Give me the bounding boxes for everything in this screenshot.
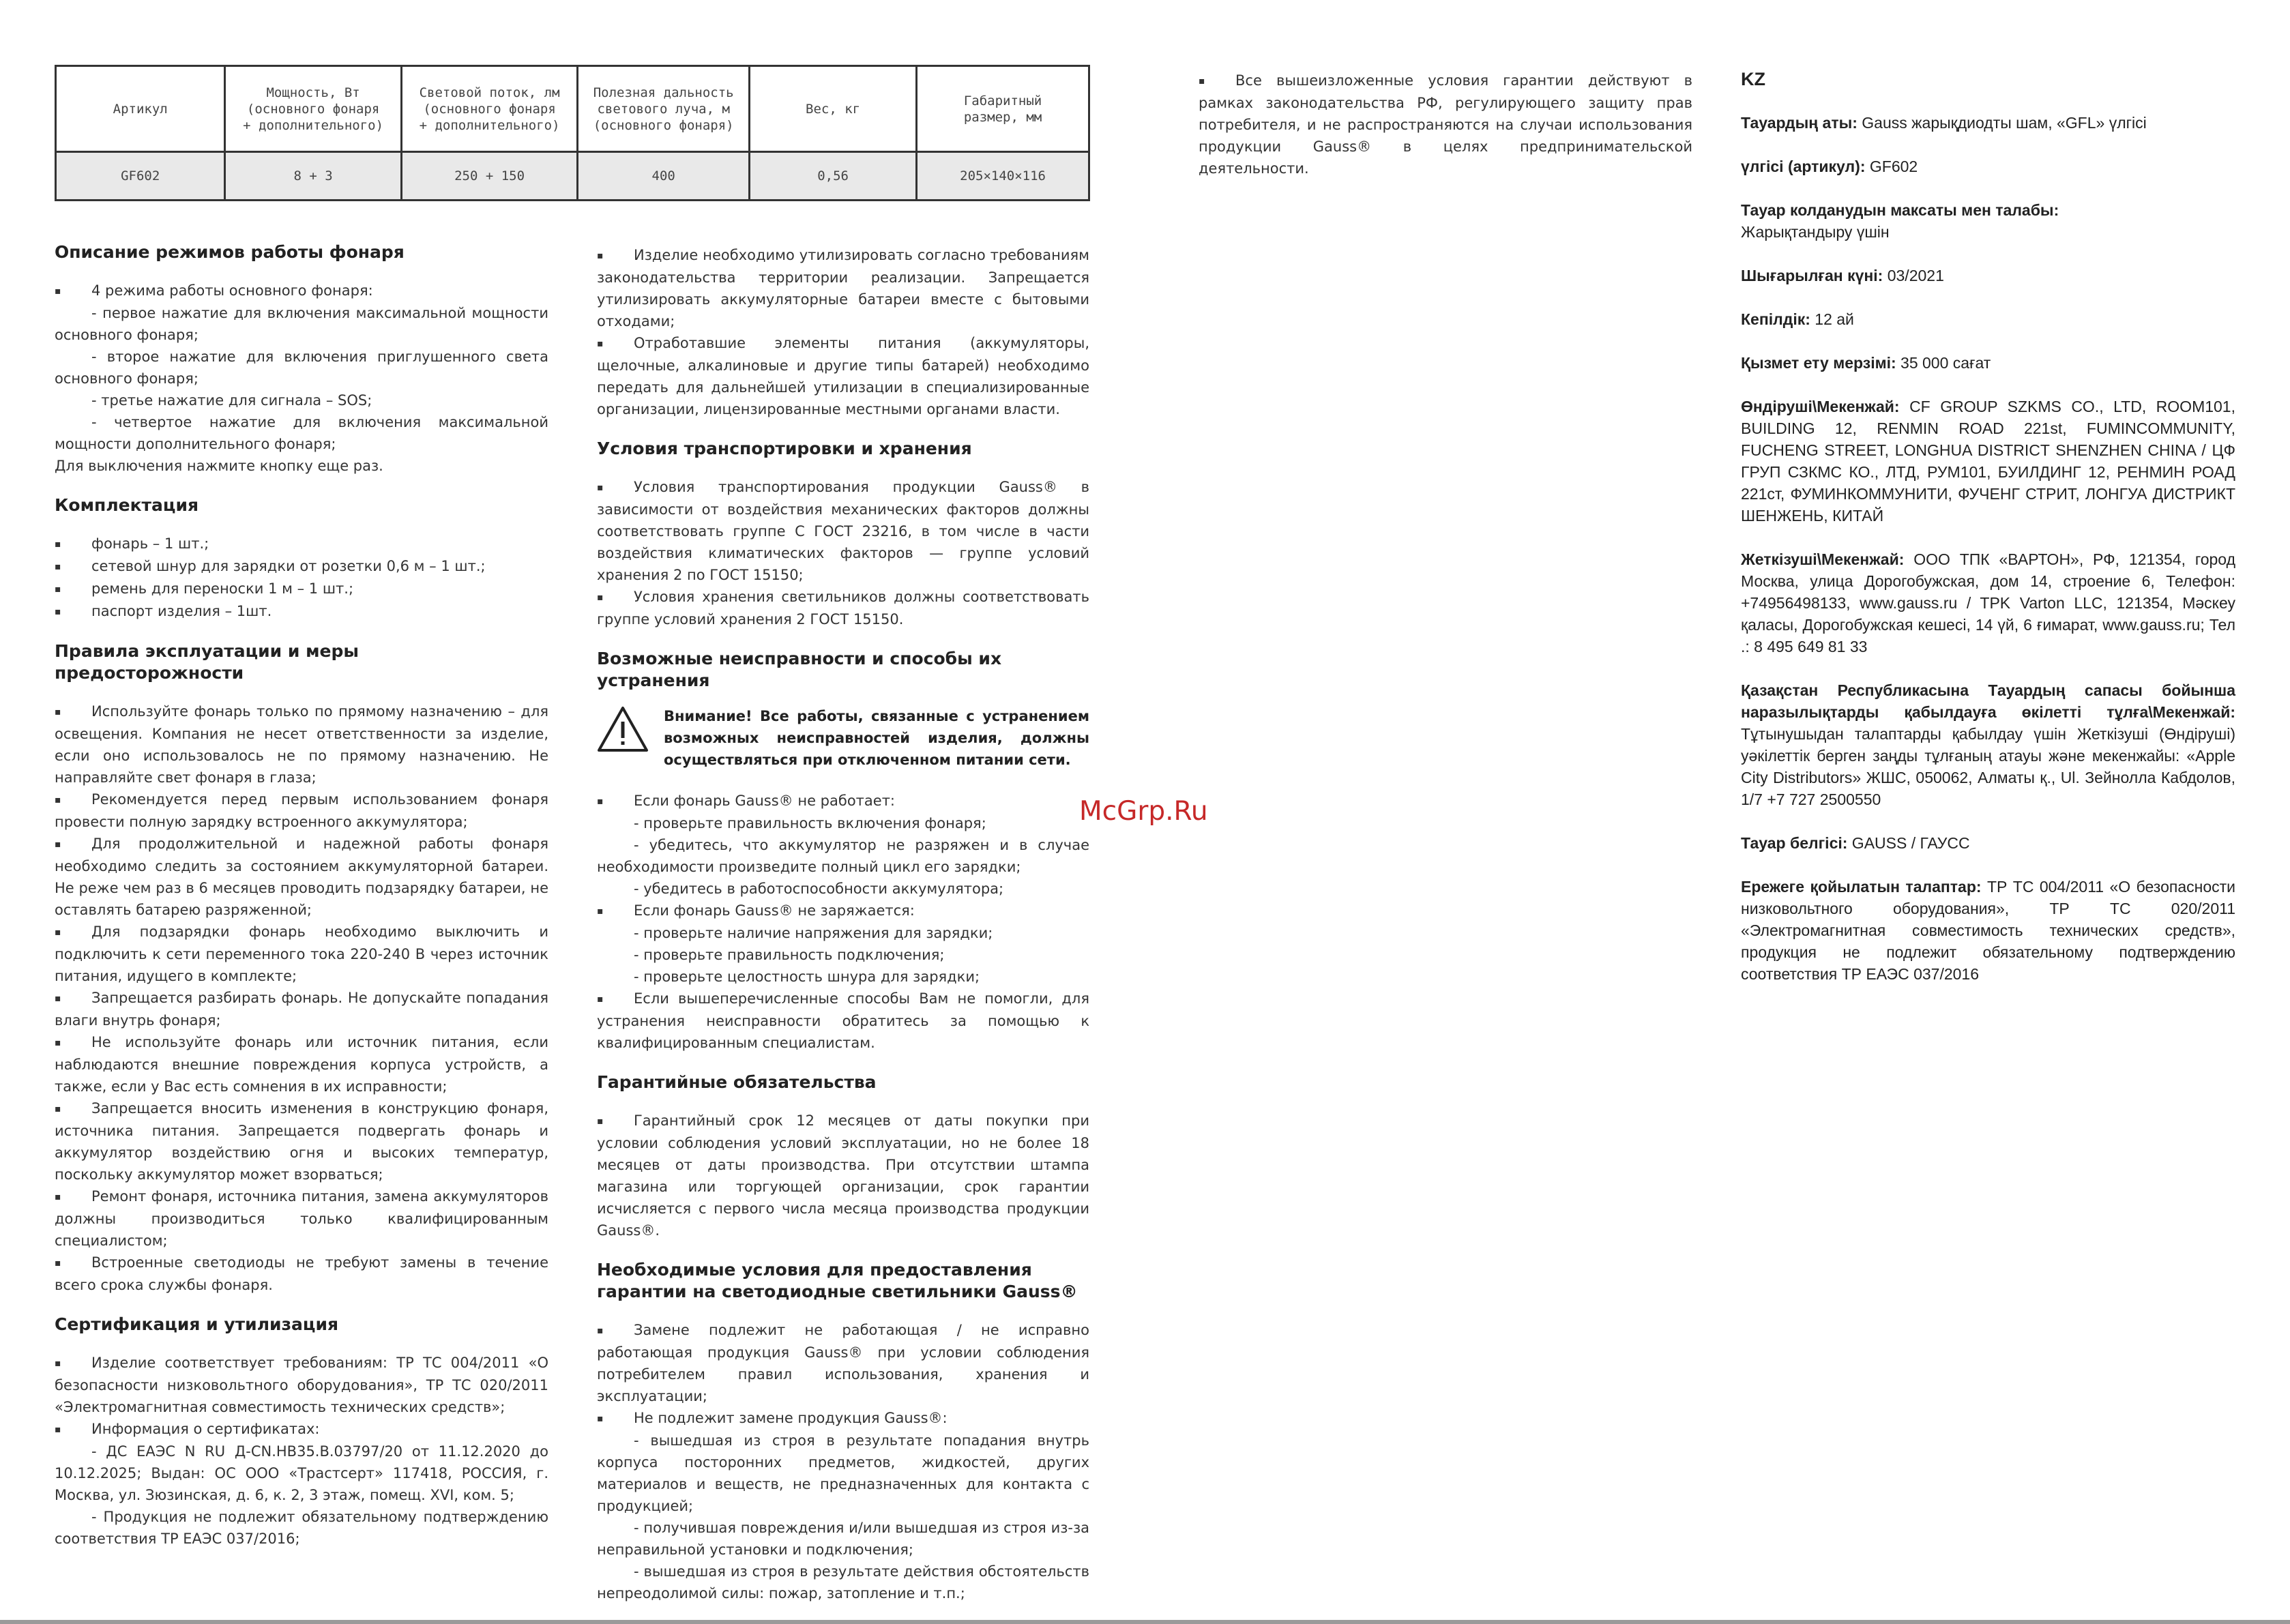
paragraph: Для выключения нажмите кнопку еще раз. <box>55 458 383 474</box>
list-subitem: - вышедшая из строя в результате действия обстоятельств непреодолимой силы: пожар, затопление и т.п.; <box>597 1563 1089 1601</box>
kz-block <box>1741 679 2235 810</box>
list-subitem: - четвертое нажатие для включения максимальной мощности дополнительного фонаря; <box>55 414 548 452</box>
kz-value: Gauss жарықдиодты шам, «GFL» үлгісі <box>1857 114 2147 132</box>
list-item: ▪ Если фонарь Gauss® не работает: <box>597 790 1089 812</box>
kz-value: GF602 <box>1865 158 1918 175</box>
section-title: Необходимые условия для предоставления гарантии на светодиодные светильники Gauss® <box>597 1260 1078 1301</box>
section-kit <box>55 494 548 623</box>
list-item: ▪ Условия хранения светильников должны соответствовать группе условий хранения 2 ГОСТ 15150. <box>597 586 1089 630</box>
list-subitem: - проверьте целостность шнура для зарядки; <box>634 969 980 985</box>
kz-label: Тауар белгісі: <box>1741 834 1848 852</box>
list-item: ▪ паспорт изделия – 1шт. <box>55 600 548 623</box>
list-subitem: - получившая повреждения и/или вышедшая из строя из-за неправильной установки и подключения; <box>597 1520 1089 1558</box>
kz-label: Тауардың аты: <box>1741 114 1858 132</box>
kz-value: 12 ай <box>1810 310 1854 328</box>
column-kz <box>1741 68 2235 1007</box>
section-certification <box>55 1314 548 1550</box>
kz-value: Жарықтандыру үшін <box>1741 223 1890 241</box>
warning-icon <box>597 705 649 753</box>
spec-table <box>55 65 1090 201</box>
list-item: ▪ Встроенные светодиоды не требуют замены в течение всего срока службы фонаря. <box>55 1252 548 1296</box>
header-article: Артикул <box>56 66 225 152</box>
header-weight: Вес, кг <box>750 66 917 152</box>
kz-value: 03/2021 <box>1883 267 1944 284</box>
list-item: ▪ Условия транспортирования продукции Gauss® в зависимости от воздействия механических факторов должны соответствовать группе С ГОСТ 23216, в том числе в части воздействия климатических факторов — группе условий хранения 2 по ГОСТ 15150; <box>597 476 1089 586</box>
section-title: Описание режимов работы фонаря <box>55 242 405 262</box>
list-item: ▪ ремень для переноски 1 м – 1 шт.; <box>55 578 548 600</box>
cell-flux: 250 + 150 <box>401 152 577 201</box>
kz-value: 35 000 сағат <box>1896 354 1991 372</box>
list-subitem: - убедитесь в работоспособности аккумулятора; <box>634 881 1004 897</box>
watermark: McGrp.Ru <box>1079 796 1208 827</box>
list-subitem: - ДС ЕАЭС N RU Д-CN.НВ35.В.03797/20 от 11.12.2020 до 10.12.2025; Выдан: ОС ООО «Трастсерт» 117418, РОССИЯ, г. Москва, ул. Зюзинская, д. 6, к. 2, 3 этаж, помещ. XVI, ком. 5; <box>55 1443 548 1503</box>
kz-block <box>1741 832 2235 854</box>
list-item: ▪ Изделие необходимо утилизировать согласно требованиям законодательства территории реализации. Запрещается утилизировать аккумуляторные батареи вместе с бытовыми отходами; <box>597 244 1089 332</box>
list-item: ▪ Рекомендуется перед первым использованием фонаря провести полную зарядку встроенного аккумулятора; <box>55 788 548 833</box>
kz-value: ООО ТПК «ВАРТОН», РФ, 121354, город Москва, улица Дорогобужская, дом 14, строение 6, Телефон: +74956498133, www.gauss.ru / TPK Varton LLC, 121354, Мәскеу қаласы, Дорогобужская кешесі, 14 үй, 6 ғимарат, www.gauss.ru; Тел .: 8 495 649 81 33 <box>1741 550 2235 655</box>
list-subitem: - Продукция не подлежит обязательному подтверждению соответствия ТР ЕАЭС 037/2016; <box>55 1509 548 1547</box>
list-item: ▪ Замене подлежит не работающая / не исправно работающая продукция Gauss® при условии соблюдения потребителем правил использования, хранения и эксплуатации; <box>597 1319 1089 1407</box>
section-warranty <box>597 1072 1089 1241</box>
kz-block <box>1741 112 2235 134</box>
section-title: Гарантийные обязательства <box>597 1072 877 1092</box>
cell-size: 205×140×116 <box>917 152 1089 201</box>
list-subitem: - второе нажатие для включения приглушенного света основного фонаря; <box>55 349 548 387</box>
kz-value: ТР ТС 004/2011 «О безопасности низковольтного оборудования», ТР ТС 020/2011 «Электромагнитная совместимость технических средств», продукция не подлежит обязательному подтверждению соответствия ТР ЕАЭС 037/2016 <box>1741 878 2235 983</box>
column-right-center <box>1199 70 1692 179</box>
list-subitem: - проверьте правильность включения фонаря; <box>634 815 986 831</box>
table-row <box>56 152 1089 201</box>
column-middle <box>597 244 1089 1622</box>
spec-table-header-row <box>56 66 1089 152</box>
list-item: ▪ фонарь – 1 шт.; <box>55 533 548 555</box>
section-disposal <box>597 244 1089 420</box>
list-subitem: - вышедшая из строя в результате попадания внутрь корпуса посторонних предметов, жидкостей, других материалов и веществ, не предназначенных для контакта с продукцией; <box>597 1432 1089 1514</box>
list-item: ▪ Ремонт фонаря, источника питания, замена аккумуляторов должны производиться только квалифицированным специалистом; <box>55 1185 548 1252</box>
section-warranty-conditions <box>597 1259 1089 1604</box>
section-transport <box>597 438 1089 630</box>
cell-range: 400 <box>578 152 750 201</box>
list-item: ▪ Гарантийный срок 12 месяцев от даты покупки при условии соблюдения условий эксплуатации, но не более 18 месяцев от даты производства. При отсутствии штампа магазина или торгующей организации, срок гарантии исчисляется с первого числа месяца производства продукции Gauss®. <box>597 1110 1089 1241</box>
list-item: ▪ 4 режима работы основного фонаря: <box>55 280 548 302</box>
section-title: Возможные неисправности и способы их устранения <box>597 649 1002 690</box>
list-item: ▪ Отработавшие элементы питания (аккумуляторы, щелочные, алкалиновые и другие типы батарей) необходимо передать для дальнейшей утилизации в специализированные организации, лицензированные местными органами власти. <box>597 332 1089 420</box>
list-subitem: - убедитесь, что аккумулятор не разряжен и в случае необходимости произведите полный цикл его зарядки; <box>597 837 1089 875</box>
list-item: ▪ Запрещается разбирать фонарь. Не допускайте попадания влаги внутрь фонаря; <box>55 987 548 1031</box>
warning-box <box>597 705 1089 771</box>
list-item: ▪ Информация о сертификатах: <box>55 1418 548 1441</box>
kz-block <box>1741 199 2235 243</box>
kz-block <box>1741 876 2235 985</box>
section-rules <box>55 640 548 1296</box>
list-subitem: - проверьте наличие напряжения для зарядки; <box>634 925 993 941</box>
kz-label: Қазақстан Республикасына Тауардың сапасы бойынша наразылықтарды қабылдауға өкілетті тұлға\Мекенжай: <box>1741 681 2235 721</box>
section-faults <box>597 648 1089 1054</box>
cell-article: GF602 <box>56 152 225 201</box>
kz-block <box>1741 156 2235 177</box>
list-item: ▪ Запрещается вносить изменения в конструкцию фонаря, источника питания. Запрещается подвергать фонарь и аккумулятор воздействию огня и высоких температур, поскольку аккумулятор может взорваться; <box>55 1097 548 1185</box>
section-title: Условия транспортировки и хранения <box>597 439 972 458</box>
section-title: Правила эксплуатации и меры предосторожности <box>55 641 359 683</box>
kz-block <box>1741 308 2235 330</box>
kz-label: Тауар колданудын максаты мен талабы: <box>1741 201 2059 219</box>
kz-block <box>1741 548 2235 658</box>
kz-block <box>1741 265 2235 286</box>
header-power: Мощность, Вт (основного фонаря + дополнительного) <box>225 66 401 152</box>
kz-label: Өндіруші\Мекенжай: <box>1741 398 1900 415</box>
list-item: ▪ Используйте фонарь только по прямому назначению – для освещения. Компания не несет ответственности за изделие, если оно использовалось не по прямому назначению. Не направляйте свет фонаря в глаза; <box>55 700 548 788</box>
section-title: Сертификация и утилизация <box>55 1314 339 1334</box>
list-item: ▪ Все вышеизложенные условия гарантии действуют в рамках законодательства РФ, регулирующего защиту прав потребителя, и не распространяются на случаи использования продукции Gauss® в целях предпринимательской деятельности. <box>1199 70 1692 179</box>
list-subitem: - проверьте правильность подключения; <box>634 947 945 963</box>
header-range: Полезная дальность светового луча, м (основного фонаря) <box>578 66 750 152</box>
section-title: Комплектация <box>55 495 199 515</box>
list-item: ▪ Если вышеперечисленные способы Вам не помогли, для устранения неисправности обратитесь за помощью к квалифицированным специалистам. <box>597 988 1089 1054</box>
list-item: ▪ Изделие соответствует требованиям: ТР ТС 004/2011 «О безопасности низковольтного оборудования», ТР ТС 020/2011 «Электромагнитная совместимость технических средств»; <box>55 1352 548 1418</box>
kz-label: Кепілдік: <box>1741 310 1810 328</box>
list-item: ▪ сетевой шнур для зарядки от розетки 0,6 м – 1 шт.; <box>55 555 548 578</box>
kz-value: Тұтынушыдан талаптарды қабылдау үшін Жеткізуші (Өндіруші) уәкілеттік берген заңды тұлғаның атауы және мекенжайы: «Apple City Distributors» ЖШС, 050062, Алматы қ., Ul. Зейнолла Кабдолов, 1/7 +7 727 2500550 <box>1741 725 2235 808</box>
kz-label: үлгісі (артикул): <box>1741 158 1866 175</box>
kz-label: Ережеге қойылатын талаптар: <box>1741 878 1982 896</box>
cell-power: 8 + 3 <box>225 152 401 201</box>
header-flux: Световой поток, лм (основного фонаря + дополнительного) <box>401 66 577 152</box>
kz-heading: KZ <box>1741 69 1765 89</box>
kz-value: GAUSS / ГАУСС <box>1847 834 1970 852</box>
list-subitem: - третье нажатие для сигнала – SOS; <box>91 392 372 409</box>
list-item: ▪ Для подзарядки фонарь необходимо выключить и подключить к сети переменного тока 220-240 В через источник питания, идущего в комплекте; <box>55 921 548 987</box>
list-item: ▪ Не используйте фонарь или источник питания, если наблюдаются внешние повреждения корпуса устройств, а также, если у Вас есть сомнения в их исправности; <box>55 1031 548 1097</box>
bottom-divider <box>0 1620 2290 1624</box>
warning-text: Внимание! Все работы, связанные с устранением возможных неисправностей изделия, должны осуществляться при отключенном питании сети. <box>664 708 1089 768</box>
kz-label: Қызмет ету мерзімі: <box>1741 354 1896 372</box>
header-size: Габаритный размер, мм <box>917 66 1089 152</box>
list-subitem: - первое нажатие для включения максимальной мощности основного фонаря; <box>55 305 548 343</box>
list-item: ▪ Если фонарь Gauss® не заряжается: <box>597 900 1089 922</box>
list-item: ▪ Для продолжительной и надежной работы фонаря необходимо следить за состоянием аккумуляторной батареи. Не реже чем раз в 6 месяцев проводить подзарядку батареи, не оставлять батарею разряженной; <box>55 833 548 921</box>
kz-label: Жеткізуші\Мекенжай: <box>1741 550 1905 568</box>
kz-value: CF GROUP SZKMS CO., LTD, ROOM101, BUILDING 12, RENMIN ROAD 221st, FUMINCOMMUNITY, FUCHENG STREET, LONGHUA DISTRICT SHENZHEN CHINA / ЦФ ГРУП СЗКМС КО., ЛТД, РУМ101, БУИЛДИНГ 12, РЕНМИН РОАД 221ст, ФУМИНКОММУНИТИ, ФУЧЕНГ СТРИТ, ЛОНГУА ДИСТРИКТ ШЕНЖЕНЬ, КИТАЙ <box>1741 398 2235 525</box>
list-item: ▪ Не подлежит замене продукция Gauss®: <box>597 1407 1089 1430</box>
kz-block <box>1741 396 2235 527</box>
kz-label: Шығарылған күні: <box>1741 267 1883 284</box>
column-left <box>55 241 548 1567</box>
section-modes <box>55 241 548 477</box>
cell-weight: 0,56 <box>750 152 917 201</box>
kz-block <box>1741 352 2235 374</box>
